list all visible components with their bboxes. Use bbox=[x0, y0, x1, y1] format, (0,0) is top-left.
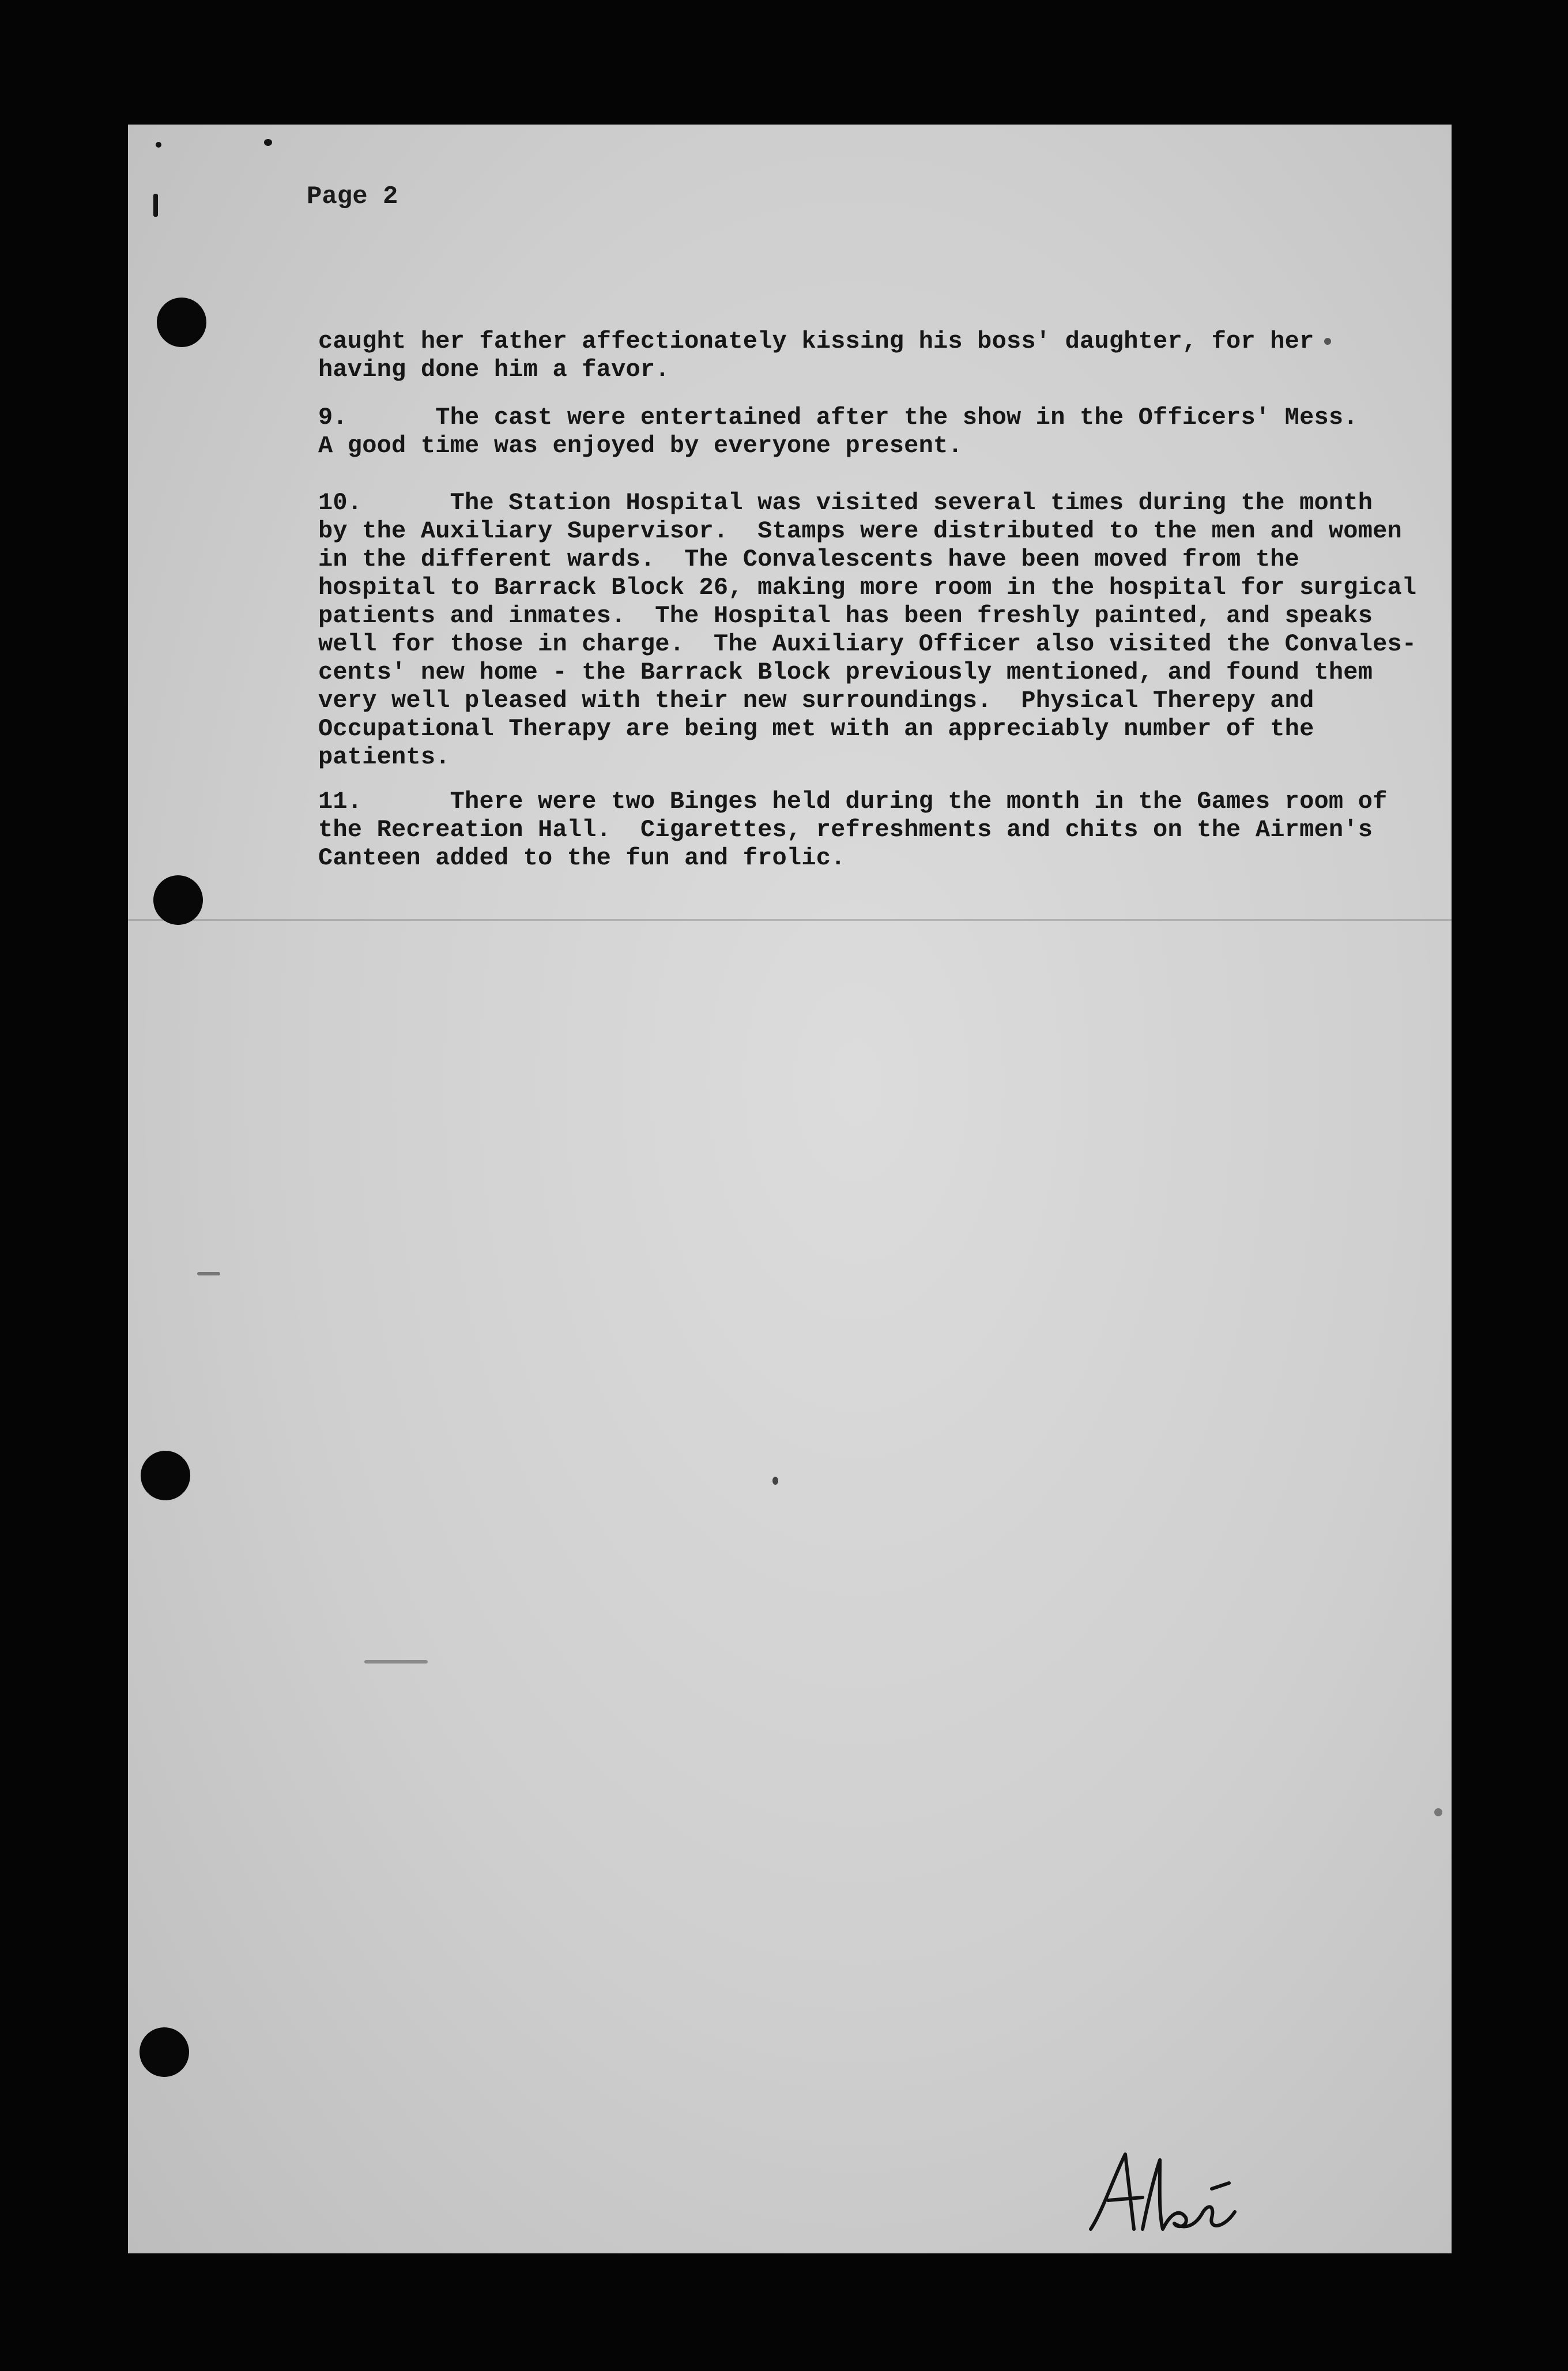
punch-hole-1 bbox=[157, 298, 206, 347]
speck bbox=[1434, 1808, 1442, 1816]
text-line: patients and inmates. The Hospital has been freshly painted, and speaks bbox=[318, 602, 1373, 630]
document-page bbox=[128, 125, 1452, 2253]
page-label: Page 2 bbox=[307, 182, 398, 211]
text-line: in the different wards. The Convalescents have been moved from the bbox=[318, 545, 1300, 573]
text-line: very well pleased with their new surroundings. Physical Therepy and bbox=[318, 687, 1314, 714]
paragraph-11 bbox=[318, 788, 1388, 872]
text-line: cents' new home - the Barrack Block previously mentioned, and found them bbox=[318, 658, 1373, 686]
text-line: Occupational Therapy are being met with an appreciably number of the bbox=[318, 715, 1314, 743]
speck bbox=[153, 194, 158, 217]
text-line: hospital to Barrack Block 26, making more room in the hospital for surgical bbox=[318, 574, 1417, 601]
text-line: the Recreation Hall. Cigarettes, refreshments and chits on the Airmen's bbox=[318, 816, 1373, 844]
text-line: 10. The Station Hospital was visited several times during the month bbox=[318, 489, 1373, 517]
text-line: Canteen added to the fun and frolic. bbox=[318, 844, 846, 872]
text-line: patients. bbox=[318, 743, 450, 771]
text-line: having done him a favor. bbox=[318, 356, 670, 383]
text-line: well for those in charge. The Auxiliary Officer also visited the Convales- bbox=[318, 630, 1417, 658]
speck bbox=[156, 142, 161, 148]
speck bbox=[772, 1477, 778, 1485]
punch-hole-4 bbox=[140, 2027, 189, 2077]
speck bbox=[197, 1272, 220, 1275]
text-line: by the Auxiliary Supervisor. Stamps were distributed to the men and women bbox=[318, 517, 1402, 545]
paragraph-continuation bbox=[318, 328, 1314, 384]
punch-hole-2 bbox=[153, 875, 203, 925]
paragraph-10 bbox=[318, 489, 1416, 771]
speck bbox=[1324, 338, 1331, 345]
fold-line bbox=[128, 919, 1452, 921]
text-line: 11. There were two Binges held during the month in the Games room of bbox=[318, 788, 1388, 815]
punch-hole-3 bbox=[141, 1451, 190, 1500]
text-line: A good time was enjoyed by everyone present. bbox=[318, 432, 963, 460]
speck bbox=[364, 1660, 428, 1664]
text-line: 9. The cast were entertained after the show in the Officers' Mess. bbox=[318, 404, 1358, 431]
paragraph-9 bbox=[318, 404, 1358, 460]
speck bbox=[264, 139, 272, 146]
text-line: caught her father affectionately kissing his boss' daughter, for her bbox=[318, 328, 1314, 355]
handwritten-initials bbox=[1079, 2143, 1246, 2241]
